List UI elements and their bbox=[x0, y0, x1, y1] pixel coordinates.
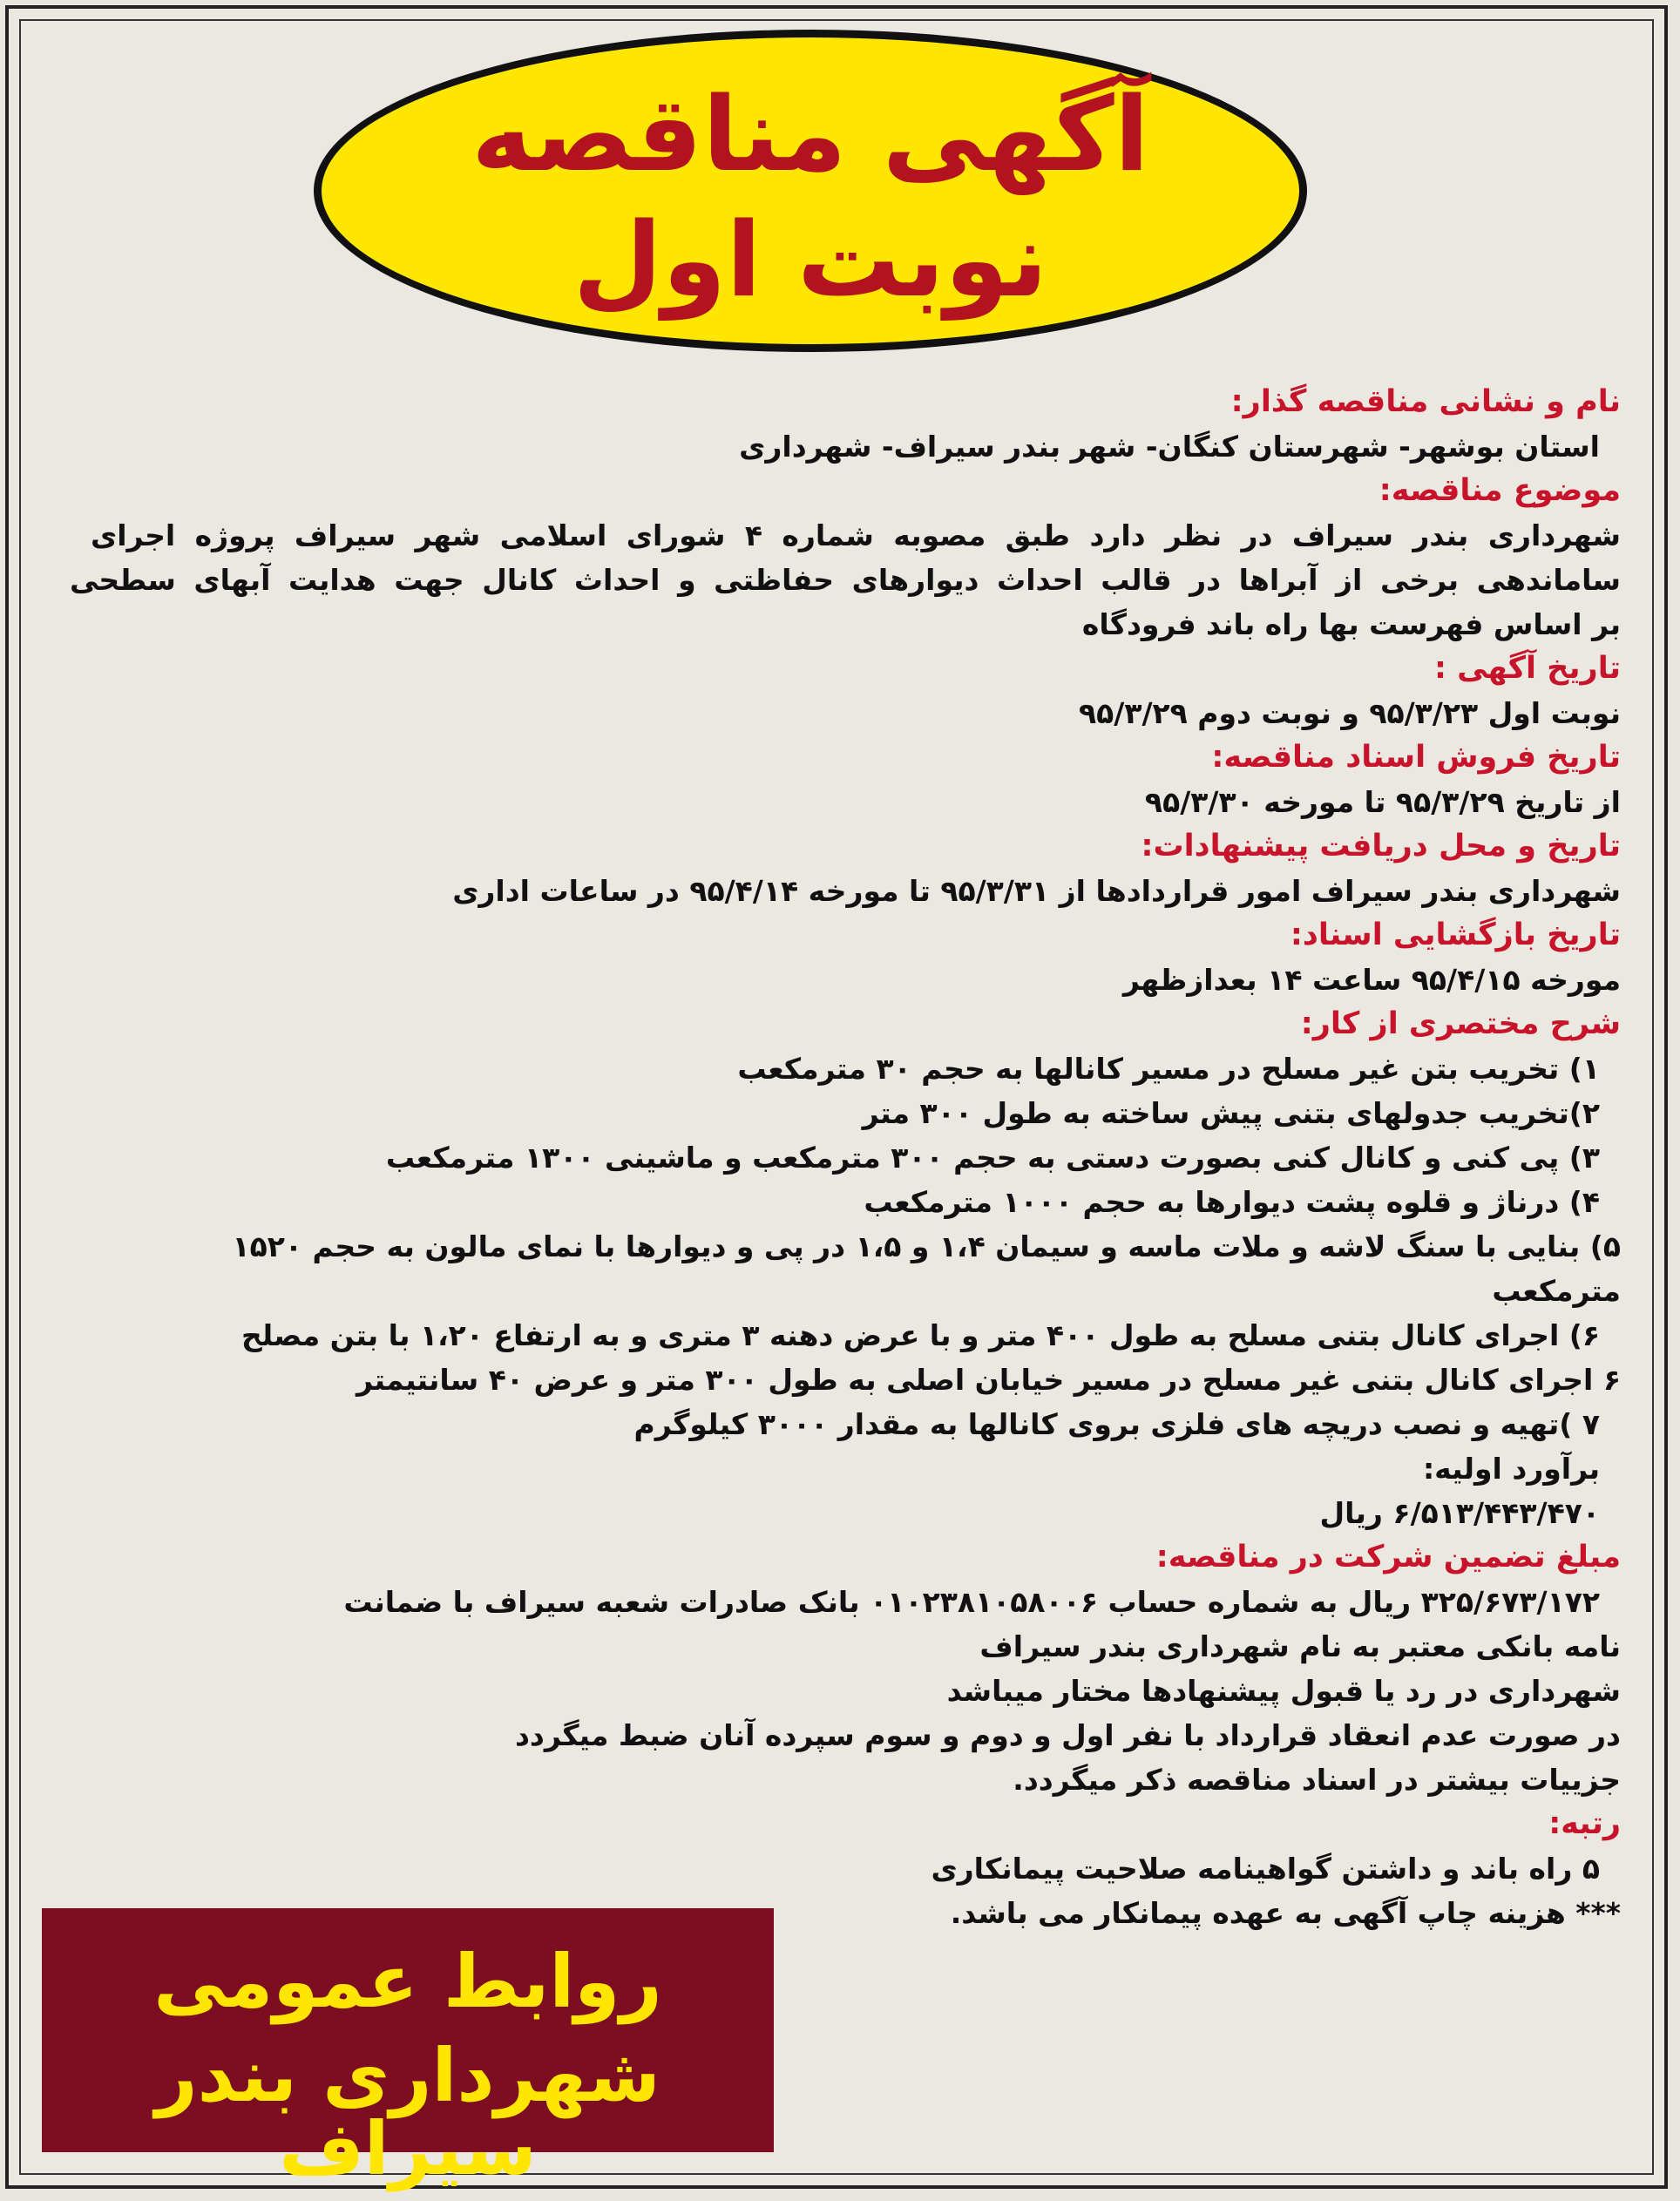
doc-sale-text: از تاریخ ۹۵/۳/۲۹ تا مورخه ۹۵/۳/۳۰ bbox=[1144, 785, 1621, 819]
work-item: ۶) اجرای کانال بتنی مسلح به طول ۴۰۰ متر و با عرض دهنه ۳ متری و به ارتفاع ۱،۲۰ با بتن مصلح bbox=[240, 1318, 1600, 1352]
opening-text: مورخه ۹۵/۴/۱۵ ساعت ۱۴ بعدازظهر bbox=[1122, 963, 1621, 997]
ad-date-heading: تاریخ آگهی : bbox=[1433, 651, 1621, 686]
subject-heading: موضوع مناقصه: bbox=[1379, 473, 1621, 508]
work-item: ۱) تخریب بتن غیر مسلح در مسیر کانالها به حجم ۳۰ مترمکعب bbox=[737, 1052, 1600, 1086]
receipt-text: شهرداری بندر سیراف امور قراردادها از ۹۵/۳/۳۱ تا مورخه ۹۵/۴/۱۴ در ساعات اداری bbox=[452, 874, 1621, 908]
work-item: ۵) بنایی با سنگ لاشه و ملات ماسه و سیمان ۱،۴ و ۱،۵ در پی و دیوارها با نمای مالون به حجم ۱۵۲۰ bbox=[232, 1229, 1621, 1263]
work-item: ۶ اجرای کانال بتنی غیر مسلح در مسیر خیابان اصلی به طول ۳۰۰ متر و عرض ۴۰ سانتیمتر bbox=[356, 1363, 1621, 1397]
grade-text: ۵ راه باند و داشتن گواهینامه صلاحیت پیمانکاری bbox=[931, 1852, 1600, 1886]
doc-sale-heading: تاریخ فروش اسناد مناقصه: bbox=[1211, 740, 1621, 775]
signature-line-1: روابط عمومی bbox=[153, 1939, 662, 2024]
note-1: شهرداری در رد یا قبول پیشنهادها مختار میباشد bbox=[946, 1674, 1621, 1708]
receipt-heading: تاریخ و محل دریافت پیشنهادات: bbox=[1141, 829, 1621, 863]
grade-heading: رتبه: bbox=[1548, 1806, 1621, 1841]
work-item: ۲)تخریب جدولهای بتنی پیش ساخته به طول ۳۰۰ متر bbox=[862, 1096, 1600, 1130]
subject-line-1: شهرداری بندر سیراف در نظر دارد طبق مصوبه شماره ۴ شورای اسلامی شهر سیراف پروژه اجرای bbox=[91, 518, 1621, 552]
title-line-1: آگهی مناقصه bbox=[471, 74, 1150, 194]
guarantee-line-1: ۳۲۵/۶۷۳/۱۷۲ ریال به شماره حساب ۰۱۰۲۳۸۱۰۵۸۰۰۶ بانک صادرات شعبه سیراف با ضمانت bbox=[343, 1585, 1600, 1619]
tenderer-heading: نام و نشانی مناقصه گذار: bbox=[1230, 384, 1621, 419]
title-line-2: نوبت اول bbox=[572, 200, 1048, 320]
cost-note: *** هزینه چاپ آگهی به عهده پیمانکار می باشد. bbox=[950, 1896, 1621, 1930]
signature-badge bbox=[42, 1908, 774, 2191]
signature-line-2: شهرداری بندر سیراف bbox=[155, 2033, 660, 2191]
subject-line-2: ساماندهی برخی از آبراها در قالب احداث دیوارهای حفاظتی و احداث کانال جهت هدایت آبهای سطحی bbox=[70, 563, 1621, 597]
work-item: مترمکعب bbox=[1492, 1274, 1621, 1308]
work-heading: شرح مختصری از کار: bbox=[1300, 1006, 1621, 1041]
title-oval bbox=[314, 30, 1307, 352]
estimate-label: برآورد اولیه: bbox=[1422, 1452, 1600, 1486]
guarantee-heading: مبلغ تضمین شرکت در مناقصه: bbox=[1155, 1540, 1621, 1575]
notice-body bbox=[70, 380, 1621, 1935]
subject-line-3: بر اساس فهرست بها راه باند فرودگاه bbox=[1081, 607, 1621, 641]
ad-date-text: نوبت اول ۹۵/۳/۲۳ و نوبت دوم ۹۵/۳/۲۹ bbox=[1078, 696, 1621, 730]
guarantee-line-2: نامه بانکی معتبر به نام شهرداری بندر سیراف bbox=[979, 1629, 1621, 1663]
note-2: در صورت عدم انعقاد قرارداد با نفر اول و دوم و سوم سپرده آنان ضبط میگردد bbox=[514, 1718, 1621, 1752]
note-3: جزییات بیشتر در اسناد مناقصه ذکر میگردد. bbox=[1013, 1763, 1621, 1797]
work-item: ۷ )تهیه و نصب دریچه های فلزی بروی کانالها به مقدار ۳۰۰۰ کیلوگرم bbox=[633, 1407, 1600, 1441]
work-item: ۴) درناژ و قلوه پشت دیوارها به حجم ۱۰۰۰ مترمکعب bbox=[864, 1185, 1600, 1219]
estimate-value: ۶/۵۱۳/۴۴۳/۴۷۰ ریال bbox=[1319, 1496, 1600, 1530]
work-item: ۳) پی کنی و کانال کنی بصورت دستی به حجم ۳۰۰ مترمکعب و ماشینی ۱۳۰۰ مترمکعب bbox=[385, 1141, 1600, 1175]
opening-heading: تاریخ بازگشایی اسناد: bbox=[1290, 918, 1621, 952]
tenderer-text: استان بوشهر- شهرستان کنگان- شهر بندر سیراف- شهرداری bbox=[739, 430, 1600, 464]
